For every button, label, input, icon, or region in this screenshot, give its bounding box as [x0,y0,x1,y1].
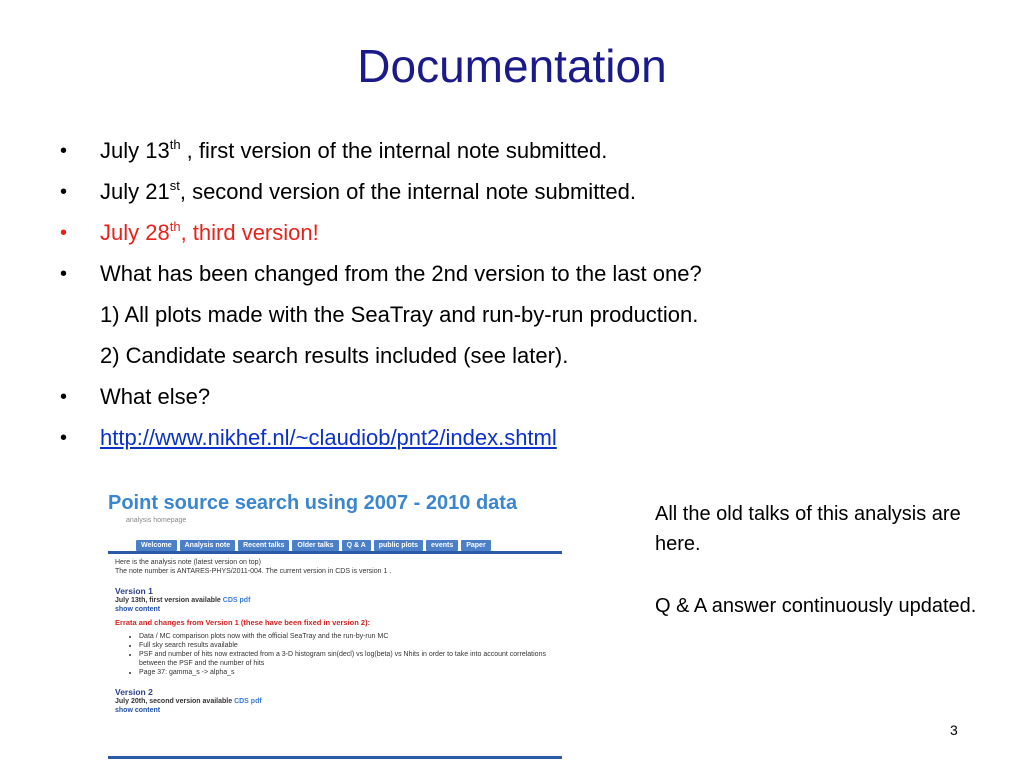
sub-item-text: 1) All plots made with the SeaTray and run-by-run production. [100,302,699,327]
sub-item [58,297,978,338]
intro-line: Here is the analysis note (latest version on top) [115,559,261,566]
bullet-item-highlight [58,215,978,256]
bullet-item [58,379,978,420]
tab-recent-talks[interactable]: Recent talks [238,540,289,551]
bullet-date: July 13 [100,138,170,163]
bullet-date: July 28 [100,220,170,245]
bullet-dot-icon: • [60,222,68,244]
version-date: July 20th, second version available [115,698,233,705]
tab-events[interactable]: events [426,540,458,551]
intro-line: The note number is ANTARES-PHYS/2011-004. The current version in CDS is version 1 . [115,568,392,575]
bullet-text: What has been changed from the 2nd version to the last one? [100,261,702,286]
bullet-text: , third version! [180,220,319,245]
tab-public-plots[interactable]: public plots [374,540,423,551]
version-heading: Version 2 [115,687,153,697]
version-heading: Version 1 [115,586,153,596]
tab-bar-divider [108,551,562,554]
bullet-item [58,133,978,174]
bullet-item [58,174,978,215]
bullet-list [58,133,978,461]
bullet-dot-icon: • [60,181,68,203]
side-note [655,499,985,621]
side-note-qa: Q & A answer continuously updated. [655,595,977,617]
cds-link[interactable]: CDS [222,597,238,604]
bullet-date: July 21 [100,179,170,204]
screenshot-tab-bar [136,540,491,551]
homepage-link[interactable]: http://www.nikhef.nl/~claudiob/pnt2/index.shtml [100,425,557,450]
homepage-screenshot [108,486,562,759]
bullet-suffix: th [169,137,181,152]
bullet-text: , first version of the internal note submitted. [180,138,608,163]
page-number: 3 [950,722,958,738]
version-line [115,596,559,605]
tab-q-and-a[interactable]: Q & A [342,540,371,551]
screenshot-title: Point source search using 2007 - 2010 data [108,492,518,514]
side-note-talks: All the old talks of this analysis are here. [655,503,961,555]
pdf-link[interactable]: pdf [239,597,251,604]
sub-item [58,338,978,379]
bullet-dot-icon: • [60,386,68,408]
version-date: July 13th, first version available [115,597,221,604]
bullet-text: , second version of the internal note submitted. [179,179,636,204]
tab-analysis-note[interactable]: Analysis note [180,540,236,551]
screenshot-body [115,558,559,715]
tab-older-talks[interactable]: Older talks [292,540,338,551]
bullet-dot-icon: • [60,263,68,285]
bullet-dot-icon: • [60,427,68,449]
bullet-dot-icon: • [60,140,68,162]
tab-paper[interactable]: Paper [461,540,490,551]
bullet-item [58,256,978,297]
sub-item-text: 2) Candidate search results included (see later). [100,343,569,368]
show-content-link[interactable]: show content [115,707,161,714]
bullet-suffix: th [169,219,181,234]
pdf-link[interactable]: pdf [250,698,262,705]
errata-item: • Page 37: gamma_s -> alpha_s [139,668,559,677]
screenshot-subtitle: analysis homepage [126,517,187,524]
bullet-item [58,420,978,461]
errata-item: • Data / MC comparison plots now with the official SeaTray and the run-by-run MC [139,632,559,641]
cds-link[interactable]: CDS [234,698,249,705]
bullet-text: What else? [100,384,211,409]
bullet-suffix: st [169,178,180,193]
slide-title: Documentation [357,40,667,92]
tab-welcome[interactable]: Welcome [136,540,177,551]
version-line [115,697,559,706]
errata-item: • Full sky search results available [139,641,559,650]
errata-item: • PSF and number of hits now extracted from a 3-D histogram sin(decl) vs log(beta) vs Nhits in order to take into account correlations between the PSF and the number of hits [139,650,559,668]
show-content-link[interactable]: show content [115,606,161,613]
errata-heading: Errata and changes from Version 1 (these have been fixed in version 2): [115,618,371,627]
errata-list [115,632,559,677]
